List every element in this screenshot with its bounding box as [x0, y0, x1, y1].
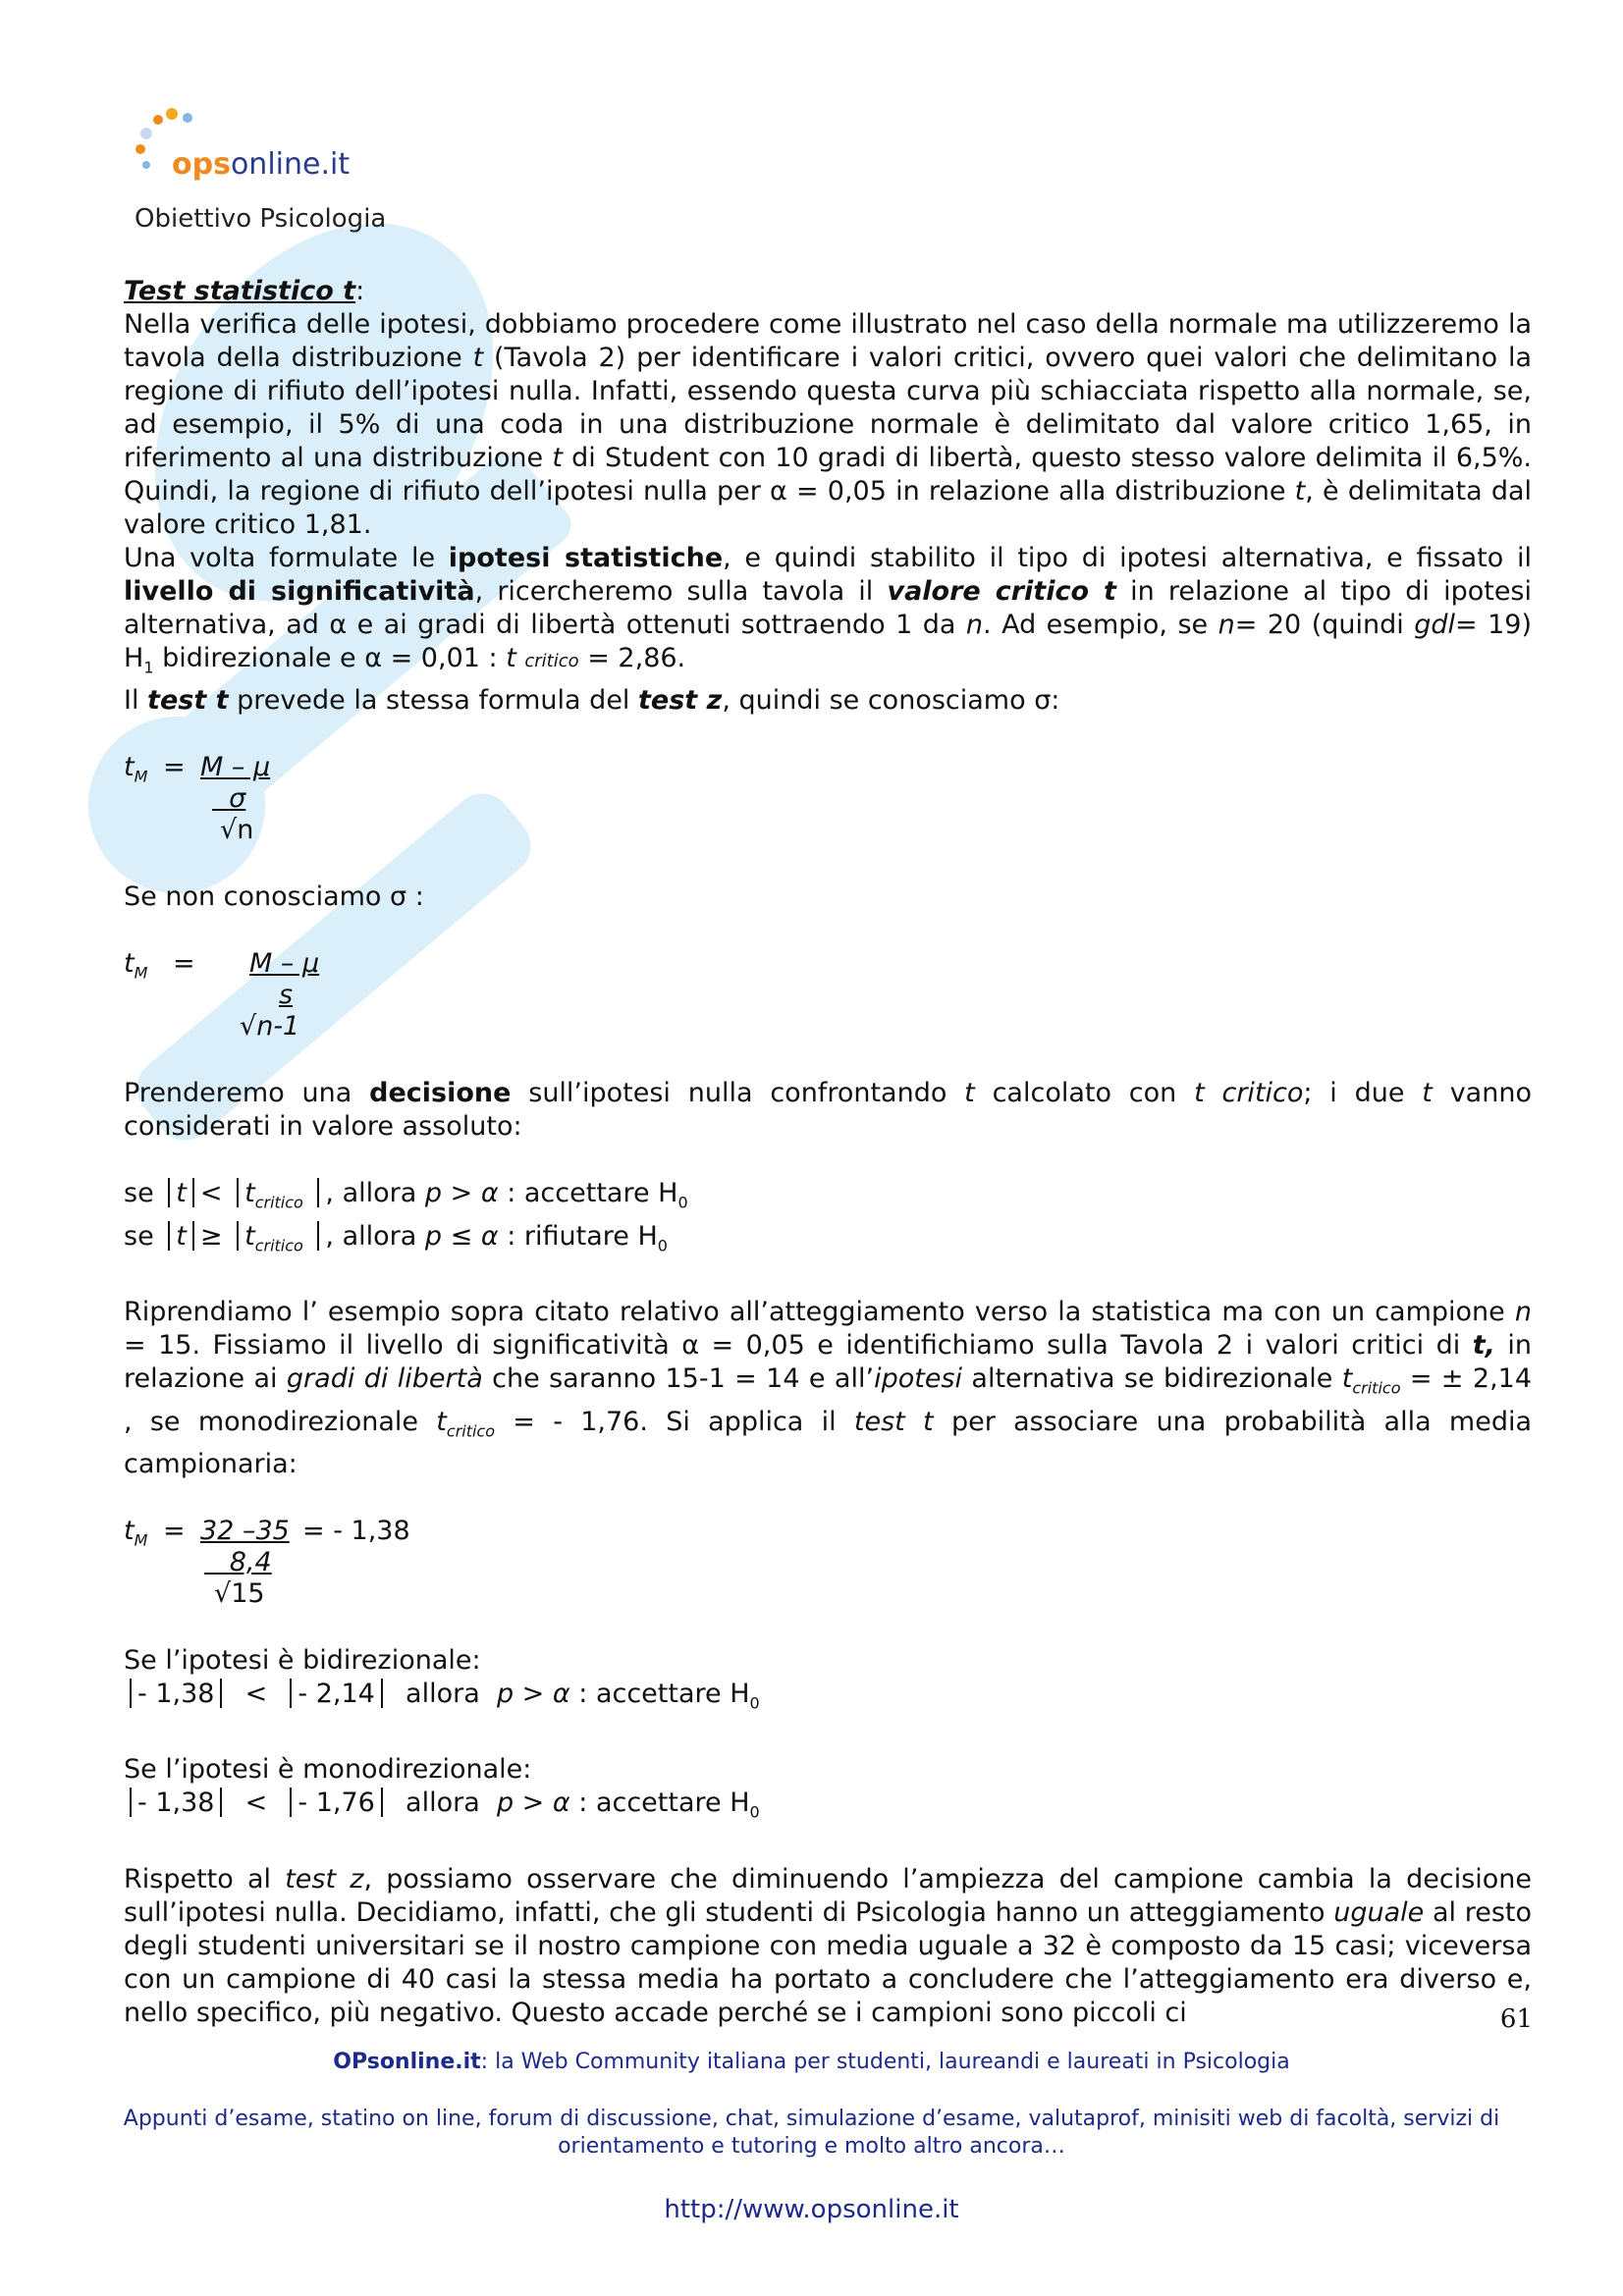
paragraph-intro: Nella verifica delle ipotesi, dobbiamo procedere come illustrato nel caso della normale ma utilizzeremo la tavola della distribuzione t (Tavola 2) per identificare i valori critici, ovvero quei valori che delimitano la regione di rifiuto dell’ipotesi nulla. Infatti, essendo questa curva più schiacciata rispetto alla normale, se, ad esempio, il 5% di una coda in una distribuzione normale è delimitato dal valore critico 1,65, in riferimento al una distribuzione t di Student con 10 gradi di libertà, questo stesso valore delimita il 6,5%. Quindi, la regione di rifiuto dell’ipotesi nulla per α = 0,05 in relazione alla distribuzione t, è delimitata dal valore critico 1,81.	[124, 309, 1532, 540]
page-number: 61	[1499, 2004, 1533, 2034]
formula-example: $t_M$ = 32 –35 = - 1,38 8,4 √15	[124, 1515, 410, 1609]
paragraph-example: Riprendiamo l’ esempio sopra citato relativo all’atteggiamento verso la statistica ma con un campione n = 15. Fissiamo il livello di significatività α = 0,05 e identifichiamo sulla Tavola 2 i valori critici di t, in relazione ai gradi di libertà che saranno 15-1 = 14 e all’ipotesi alternativa se bidirezionale $t_{critico}$ = ± 2,14 , se monodirezionale $t_{critico}$ = - 1,76. Si applica il test t per associare una probabilità alla media campionaria:	[124, 1297, 1533, 1479]
footer-services-line1: Appunti d’esame, statino on line, forum di discussione, chat, simulazione d’esame, valutaprof, minisiti web di facoltà, servizi di	[123, 2107, 1500, 2131]
paragraph-unknown-sigma: Se non conosciamo σ :	[124, 881, 424, 913]
logo-brand-ops: ops	[172, 147, 231, 182]
rule-accept: se $t < t_{critico}$ , allora p > α : accettare $H_0$	[124, 1178, 688, 1212]
paragraph-decision: Prenderemo una decisione sull’ipotesi nulla confrontando t calcolato con t critico; i due t vanno considerati in valore assoluto:	[124, 1078, 1532, 1143]
formula-unknown-sigma: $t_M$ = M – μ s √n-1	[124, 948, 320, 1042]
paragraph-test-t: Il test t prevede la stessa formula del test z, quindi se conosciamo σ:	[124, 685, 1060, 717]
bidirectional-title: Se l’ipotesi è bidirezionale:	[124, 1644, 481, 1676]
footer-tagline: OPsonline.it: la Web Community italiana per studenti, laureandi e laureati in Psicologia	[333, 2050, 1290, 2074]
logo-brand-online: online.it	[230, 147, 351, 182]
monodirectional-title: Se l’ipotesi è monodirezionale:	[124, 1754, 532, 1786]
bidirectional-comparison: - 1,38 < - 2,14 allora p > α : accettare $H_0$	[124, 1678, 1532, 1720]
rule-reject: se $t \ge t_{critico}$ , allora p ≤ α : rifiutare $H_0$	[124, 1220, 668, 1255]
footer-url-link[interactable]: http://www.opsonline.it	[664, 2195, 959, 2224]
footer-services-line2: orientamento e tutoring e molto altro ancora…	[558, 2134, 1065, 2159]
section-heading: Test statistico t:	[124, 276, 365, 306]
formula-known-sigma: $t_M$ = M – μ σ √n	[124, 752, 271, 846]
paragraph-critical-value: Una volta formulate le ipotesi statistiche, e quindi stabilito il tipo di ipotesi alternativa, e fissato il livello di significatività, ricercheremo sulla tavola il valore critico t in relazione al tipo di ipotesi alternativa, ad α e ai gradi di libertà ottenuti sottraendo 1 da n. Ad esempio, se n= 20 (quindi gdl= 19) $H_1$ bidirezionale e α = 0,01 : t critico = 2,86.	[124, 543, 1533, 677]
paragraph-conclusion: Rispetto al test z, possiamo osservare che diminuendo l’ampiezza del campione cambia la decisione sull’ipotesi nulla. Decidiamo, infatti, che gli studenti di Psicologia hanno un atteggiamento uguale al resto degli studenti universitari se il nostro campione con media uguale a 32 è composto da 15 casi; viceversa con un campione di 40 casi la stessa media ha portato a concludere che l’atteggiamento era diverso e, nello specifico, più negativo. Questo accade perché se i campioni sono piccoli ci	[124, 1863, 1533, 2028]
monodirectional-comparison: - 1,38 < - 1,76 allora p > α : accettare $H_0$	[124, 1787, 1532, 1829]
page-content	[124, 275, 1532, 2030]
logo-tagline: Obiettivo Psicologia	[135, 204, 387, 234]
footer-brand: OPsonline.it	[333, 2050, 481, 2074]
logo-brand	[172, 147, 350, 182]
